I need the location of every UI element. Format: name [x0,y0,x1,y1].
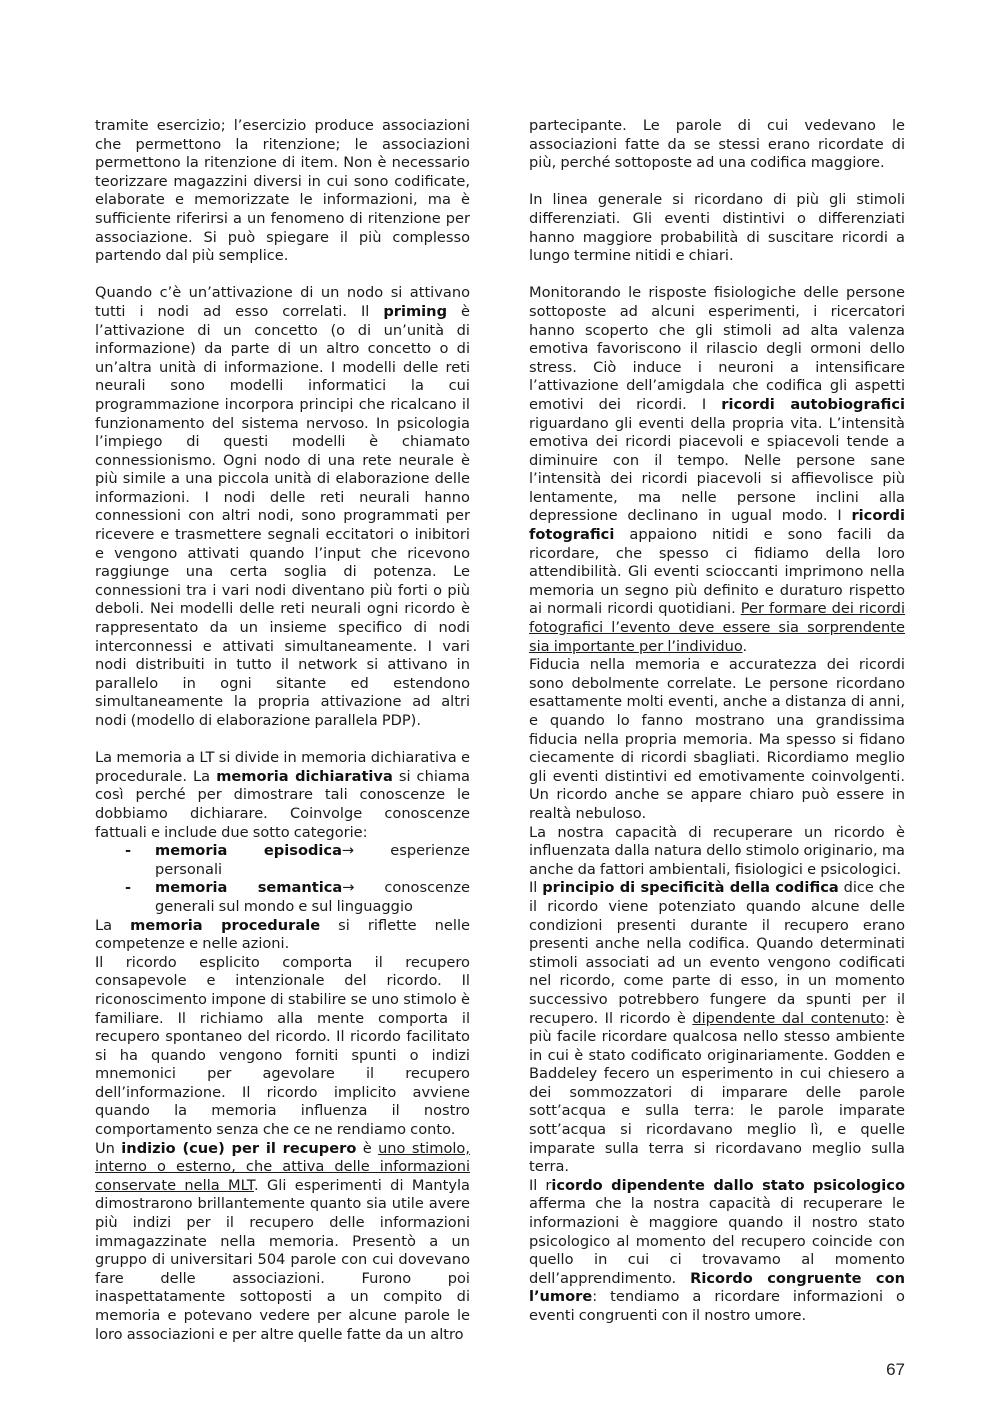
paragraph-indizio [95,1140,470,1345]
text-run: . [742,637,748,655]
list-item [125,842,470,879]
term-memoria-episodica: memoria episodica [155,842,342,860]
subcategory-list [95,842,470,916]
text-run: → esperienze personali [155,842,470,878]
text-run: La memoria a LT si divide in memoria dichiarativa e procedurale. La [95,749,470,785]
text-run: Quando c’è un’attivazione di un nodo si attivano tutti i nodi ad esso correlati. Il [95,284,470,320]
term-priming: priming [383,302,448,320]
underlined-statement: Per formare dei ricordi fotografici l’evento deve essere sia sorprendente sia importante per l’individuo [529,600,905,655]
text-run: si chiama così perché per dimostrare tali conoscenze le dobbiamo dichiarare. Coinvolge conoscenze fattuali e include due sotto categorie: [95,767,470,841]
term-memoria-dichiarativa: memoria dichiarativa [216,767,393,785]
term-ricordo-congruente: Ricordo congruente con l’umore [529,1269,905,1306]
term-ricordi-autobiografici: ricordi autobiografici [721,395,905,413]
paragraph: tramite esercizio; l’esercizio produce associazioni che permettono la ritenzione; le associazioni permettono la ritenzione di item. Non è necessario teorizzare magazzini diversi in cui sono codificate, elaborate e memorizzate le informazioni, ma è sufficiente riferirsi a un fenomeno di ritenzione per associazione. Si può spiegare il più complesso partendo dal più semplice. [95,117,470,265]
paragraph-specificita [529,879,905,1177]
paragraph-memoria-lt [95,749,470,842]
term-principio-specificita: principio di specificità della codifica [542,879,839,897]
page-number: 67 [886,1360,905,1379]
text-run: è l’attivazione di un concetto (o di un’unità di informazione) da parte di un altro concetto o di un’altra unità di informazione. I modelli delle reti neurali sono modelli informatici la cui programmazione incorpora principi che ricalcano il funzionamento del sistema nervoso. In psicologia l’impiego di questi modelli è chiamato connessionismo. Ogni nodo di una rete neurale è più simile a una piccola unità di elaborazione delle informazioni. I nodi delle reti neurali hanno connessioni con altri nodi, sono programmati per ricevere e trasmettere segnali eccitatori o inibitori e vengono attivati quando l’input che ricevono raggiunge una certa soglia di potenza. Le connessioni tra i vari nodi diventano più forti o più deboli. Nei modelli delle reti neurali ogni ricordo è rappresentato da un insieme specifico di nodi interconnessi e attivati simultaneamente. I vari nodi distribuiti in tutto il network si attivano in parallelo in ogni sitante ed estendono simultaneamente la propria attivazione ad altri nodi (modello di elaborazione parallela PDP). [95,302,470,729]
paragraph: In linea generale si ricordano di più gli stimoli differenziati. Gli eventi distintivi o differenziati hanno maggiore probabilità di suscitare ricordi a lungo termine nitidi e chiari. [529,191,905,265]
text-run: Il [529,879,543,897]
list-item [125,879,470,916]
text-run: afferma che la nostra capacità di recuperare le informazioni è maggiore quando il nostro stato psicologico al momento del recupero coincide con quello in cui ci trovavamo al momento dell’apprendimento. [529,1195,905,1287]
text-run: dice che il ricordo viene potenziato quando alcune delle condizioni presenti durante il recupero erano presenti anche nella codifica. Quando determinati stimoli associati ad un evento vengono codificati nel ricordo, come parte di esso, in un momento successivo potrebbero fungere da spunti per il recupero. Il ricordo è [529,879,906,1027]
text-run: riguardano gli eventi della propria vita. L’intensità emotiva dei ricordi piacevoli e spiacevoli tende a diminuire con il tempo. Nelle persone sane l’intensità dei ricordi piacevoli si affievolisce più lentamente, ma nelle persone inclini alla depressione declinano in ugual modo. I [529,414,905,525]
paragraph: partecipante. Le parole di cui vedevano le associazioni fatte da se stessi erano ricordate di più, perché sottoposte ad una codifica maggiore. [529,117,905,172]
term-memoria-procedurale: memoria procedurale [130,916,321,934]
paragraph-fiducia: Fiducia nella memoria e accuratezza dei ricordi sono debolmente correlate. Le persone ricordano esattamente molti eventi, anche a distanza di anni, e quando lo fanno mostrano una grandissima fiducia nella propria memoria. Ma spesso si fidano ciecamente di ricordi sbagliati. Ricordiamo meglio gli eventi distintivi ed emotivamente coinvolgenti. Un ricordo anche se appare chiaro può essere in realtà nebuloso. [529,656,905,822]
paragraph-ricordo-esplicito: Il ricordo esplicito comporta il recupero consapevole e intenzionale del ricordo. Il riconoscimento impone di stabilire se uno stimolo è familiare. Il richiamo alla mente comporta il recupero spontaneo del ricordo. Il ricordo facilitato si ha quando vengono forniti spunti o indizi mnemonici per agevolare il recupero dell’informazione. Il ricordo implicito avviene quando la memoria influenza il nostro comportamento senza che ce ne rendiamo conto. [95,953,470,1139]
left-column [95,117,470,1344]
text-run: Monitorando le risposte fisiologiche delle persone sottoposte ad alcuni esperimenti, i ricercatori hanno scoperto che gli stimoli ad alta valenza emotiva favoriscono il rilascio degli ormoni dello stress. Ciò induce i neuroni a intensificare l’attivazione dell’amigdala che codifica gli aspetti emotivi dei ricordi. I [529,284,905,413]
text-run: → conoscenze generali sul mondo e sul linguaggio [155,879,470,915]
underlined-term: dipendente dal contenuto [692,1009,885,1027]
text-run: Il r [529,1176,552,1194]
paragraph-ricordi [529,284,905,656]
right-column [529,117,905,1326]
text-run: : tendiamo a ricordare informazioni o eventi congruenti con il nostro umore. [529,1288,905,1324]
paragraph-recupero: La nostra capacità di recuperare un ricordo è influenzata dalla natura dello stimolo originario, ma anche da fattori ambientali, fisiologici e psicologici. [529,823,905,878]
paragraph-priming [95,284,470,730]
paragraph-procedurale [95,917,470,954]
underlined-definition: uno stimolo, interno o esterno, che attiva delle informazioni conservate nella MLT [95,1139,470,1194]
text-run: La [95,916,131,934]
term-ricordi-fotografici: ricordi fotografici [529,507,905,544]
term-ricordo-stato-psicologico: icordo dipendente dallo stato psicologico [551,1176,905,1194]
text-run: Un [95,1139,122,1157]
paragraph-stato-psicologico [529,1177,905,1326]
text-run: si riflette nelle competenze e nelle azioni. [95,916,470,953]
text-run: è [356,1139,379,1157]
text-run: . Gli esperimenti di Mantyla dimostrarono brillantemente quanto sia utile avere più indizi per il recupero delle informazioni immagazzinate nella memoria. Presentò a un gruppo di universitari 504 parole con cui dovevano fare delle associazioni. Furono poi inaspettatamente sottoposti a un compito di memoria e potevano vedere per alcune parole le loro associazioni e per altre quelle fatte da un altro [95,1176,470,1343]
term-indizio: indizio (cue) per il recupero [121,1139,357,1157]
text-run: : è più facile ricordare qualcosa nello stesso ambiente in cui è stato codificato originariamente. Godden e Baddeley fecero un esperimento in cui chiesero a dei sommozzatori di imparare delle parole sott’acqua e sulla terra: le parole imparate sott’acqua si ricordavano meglio lì, e quelle imparate sulla terra si ricordavano meglio sulla terra. [529,1009,906,1176]
term-memoria-semantica: memoria semantica [155,879,343,897]
text-run: appaiono nitidi e sono facili da ricordare, che spesso ci fidiamo della loro attendibilità. Gli eventi scioccanti imprimono nella memoria un segno più definito e duraturo rispetto ai normali ricordi quotidiani. [529,526,905,618]
